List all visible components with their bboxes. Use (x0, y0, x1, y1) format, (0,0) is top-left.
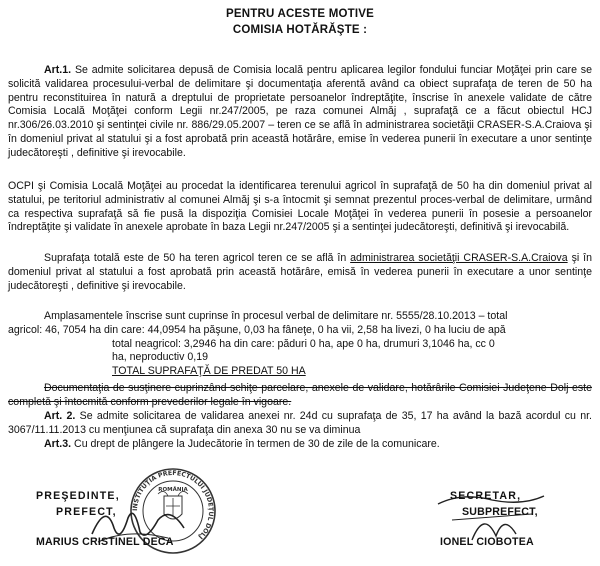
total-surface-underlined: administrarea societăţii CRASER-S.A.Craiova (350, 252, 568, 264)
locations-line-4: ha, neproductiv 0,19 (112, 351, 209, 364)
article-2 (8, 410, 592, 438)
secretary-name: IONEL CIOBOTEA (440, 536, 534, 548)
locations-line-2: agricol: 46, 7054 ha din care: 44,0954 ha păşune, 0,03 ha fâneţe, 0 ha vii, 2,58 ha livezi, 0 ha luciu de apă (8, 323, 506, 336)
locations-total: TOTAL SUPRAFAŢĂ DE PREDAT 50 HA (112, 365, 306, 378)
heading-motives: PENTRU ACESTE MOTIVE (226, 8, 374, 20)
article-2-text: Se admite solicitarea de validarea anexei nr. 24d cu suprafaţa de 35, 17 ha având la bază acordul cu nr. 3067/11.11.2013 cu menţiunea că suprafaţa din anexa 30 nu se va diminua (8, 410, 592, 436)
article-3-text: Cu drept de plângere la Judecătorie în termen de 30 de zile de la comunicare. (74, 438, 440, 450)
prefect-title: PREFECT, (56, 506, 117, 518)
paragraph-identification-text: OCPI şi Comisia Locală Moţăţei au procedat la identificarea terenului agricol în suprafaţă de 50 ha din domeniul privat al statului, pe teritoriul administrativ al comunei Almăj şi s-a întocmit şi semnat prezentul proces-verbal de delimitare, urmând ca respectiva suprafaţă să fie pusă la dispoziţia Comisiei Locale Moţăţei în vederea punerii în posesie a persoanelor îndreptăţite şi validate în anexele aprobate în baza Legii nr.247/2005 şi a sentinţei judecătoreşti, definitivă şi irevocabilă. (8, 180, 592, 234)
article-1-text: Se admite solicitarea depusă de Comisia locală pentru aplicarea legilor fondului funciar Moţăţei prin care se solicită validarea procesului-verbal de delimitare şi documentaţia aferentă având ca obiect suprafaţa de teren de 50 ha pentru reconstituirea în natură a dreptului de proprietate persoanelor îndreptăţite, înscrise în anexele validate de către Comisia Locală Moţăţei conform Legii nr.247/2005, pe raza comunei Almăj , suprafaţă ce a făcut obiectul HCJ nr.306/26.03.2010 şi sentinţei civile nr. 886/29.05.2007 – teren ce se află în administrarea societăţii CRASER-S.A.Craiova şi în domeniul privat al statului şi a fost aprobată prin această hotărâre, emise în vederea punerii în executare a unor sentinţe judecătoreşti , definitive şi irevocabile. (8, 64, 592, 159)
paragraph-identification (8, 180, 592, 235)
stamp-ring-text: INSTITUŢIA PREFECTULUI JUDEŢUL DOLJ (131, 469, 215, 541)
stamp-country-text: ROMÂNIA (158, 487, 188, 493)
article-1 (8, 64, 592, 161)
paragraph-total-surface (8, 252, 592, 293)
paragraph-documentation (8, 382, 592, 410)
president-name: MARIUS CRISTINEL DECA (36, 536, 174, 548)
subprefect-title: SUBPREFECT, (462, 506, 538, 518)
total-surface-text-before: Suprafaţa totală este de 50 ha teren agricol teren ce se află în (44, 252, 347, 264)
heading-commission-decides: COMISIA HOTĂRĂŞTE : (232, 24, 368, 36)
article-3 (8, 438, 592, 452)
total-surface-text-after: şi în domeniul privat al statului a fost aprobată prin această hotărâre, emisă în vederea punerii în executare a unor sentinţe judecătoreşti , definitive şi irevocabile. (8, 252, 592, 292)
article-3-label: Art.3. (44, 438, 72, 450)
paragraph-locations (8, 310, 592, 379)
locations-line-3: total neagricol: 3,2946 ha din care: păduri 0 ha, ape 0 ha, drumuri 3,1046 ha, cc 0 (112, 337, 495, 350)
article-2-label: Art. 2. (44, 410, 76, 422)
article-1-label: Art.1. (44, 64, 72, 76)
secretary-title: SECRETAR, (450, 490, 522, 502)
locations-line-1: Amplasamentele înscrise sunt cuprinse în procesul verbal de delimitare nr. 5555/28.10.2013 – total (44, 310, 508, 322)
documentation-text: Documentaţia de susţinere cuprinzând schiţe parcelare, anexele de validare, hotărârile Comisiei Judeţene Dolj este completă şi întocmită conform prevederilor legale în vigoare. (8, 382, 592, 408)
president-title: PREŞEDINTE, (36, 490, 120, 502)
